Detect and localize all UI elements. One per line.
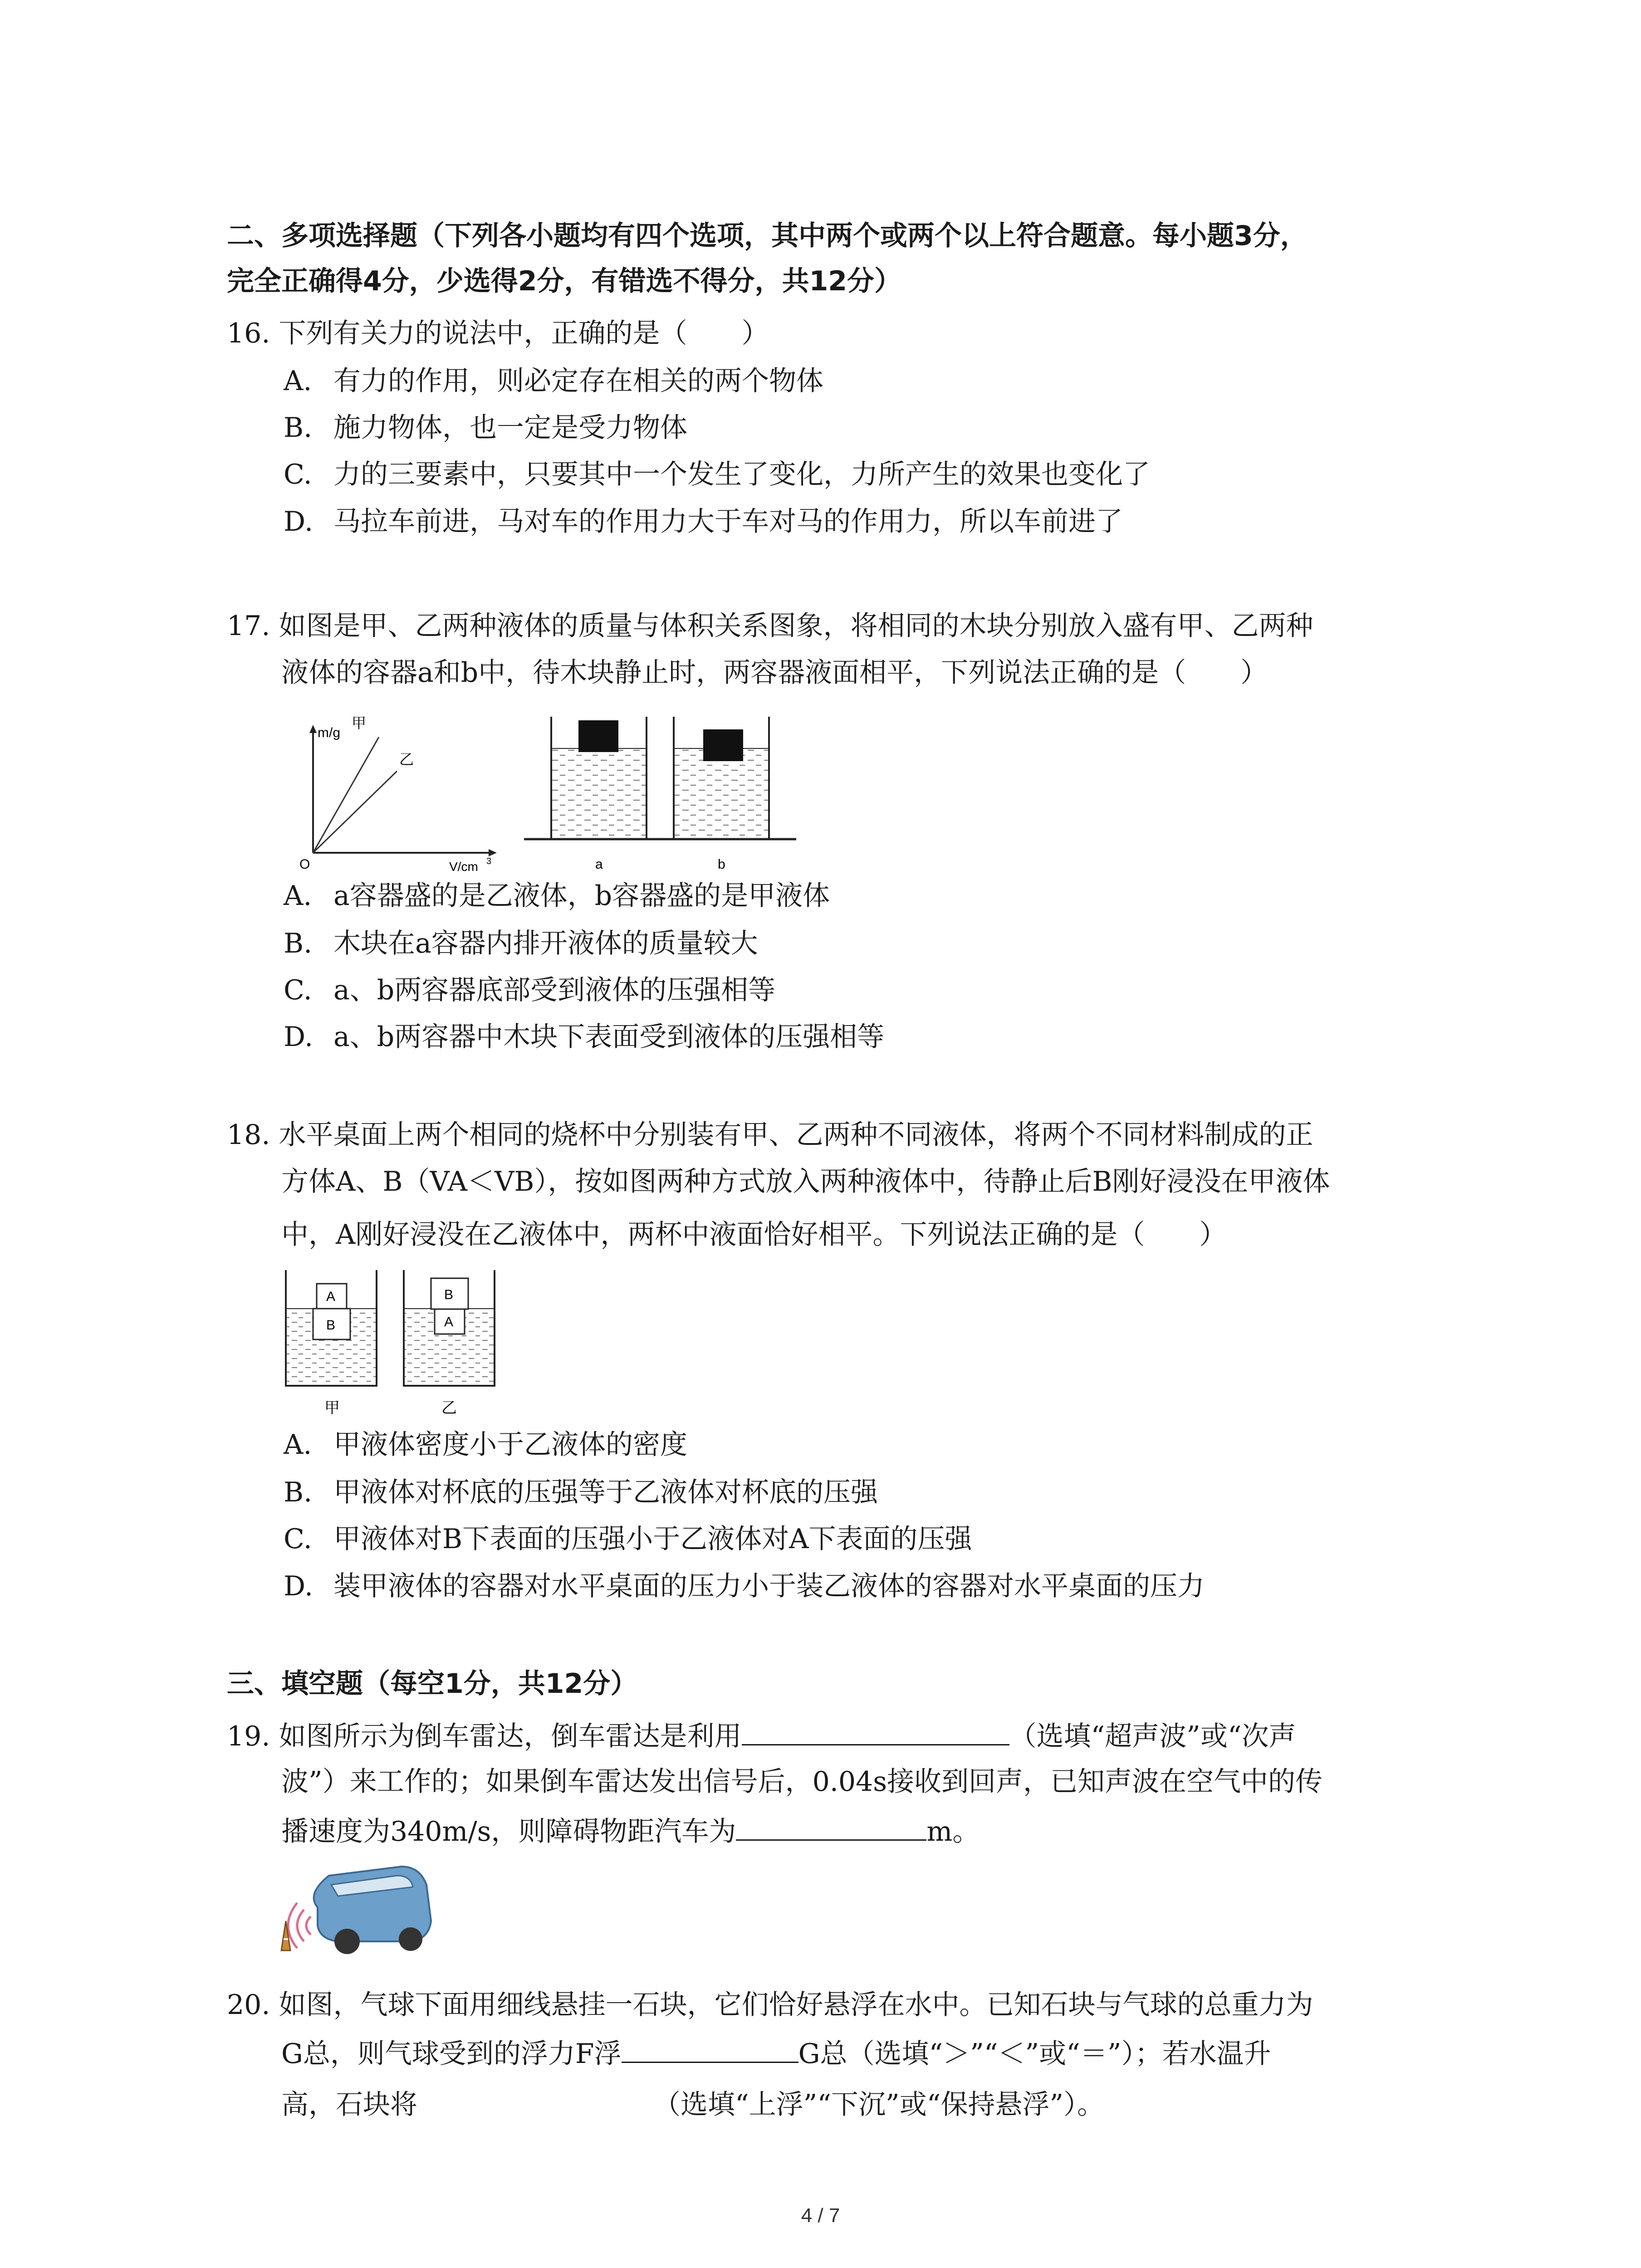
q16-option-c: C. 力的三要素中，只要其中一个发生了变化，力所产生的效果也变化了 bbox=[284, 459, 1150, 490]
q19-car-radar-image bbox=[274, 1853, 438, 1962]
q17-option-c: C. a、b两容器底部受到液体的压强相等 bbox=[284, 974, 776, 1006]
q17-option-a: A. a容器盛的是乙液体，b容器盛的是甲液体 bbox=[284, 880, 830, 912]
q18-cup1-label: 甲 bbox=[324, 1399, 340, 1417]
q18-cup2-label: 乙 bbox=[441, 1399, 457, 1417]
q20-line1: 20. 如图，气球下面用细线悬挂一石块，它们恰好悬浮在水中。已知石块与气球的总重力为 bbox=[227, 1989, 1313, 2021]
q17-graph-line2-label: 乙 bbox=[399, 751, 414, 767]
q19-blank-2[interactable] bbox=[736, 1808, 926, 1841]
q18-option-d: D. 装甲液体的容器对水平桌面的压力小于装乙液体的容器对水平桌面的压力 bbox=[284, 1570, 1205, 1602]
q17-container-a-label: a bbox=[595, 857, 603, 871]
q18-cups-figure bbox=[277, 1266, 513, 1424]
q16-option-a: A. 有力的作用，则必定存在相关的两个物体 bbox=[284, 365, 823, 397]
section3-heading: 三、填空题（每空1分，共12分） bbox=[227, 1668, 638, 1700]
page-number: 4 / 7 bbox=[801, 2204, 840, 2227]
q18-stem-line2: 方体A、B（VA＜VB），按如图两种方式放入两种液体中，待静止后B刚好浸没在甲液体 bbox=[281, 1166, 1330, 1198]
q17-stem-line1: 17. 如图是甲、乙两种液体的质量与体积关系图象，将相同的木块分别放入盛有甲、乙两种 bbox=[227, 610, 1313, 642]
q19-line2: 波”）来工作的；如果倒车雷达发出信号后，0.04s接收到回声，已知声波在空气中的传 bbox=[281, 1766, 1323, 1798]
q18-cup2-top-block: B bbox=[444, 1287, 454, 1302]
q19-line3: 播速度为340m/s，则障碍物距汽车为 m。 bbox=[281, 1808, 980, 1854]
q18-option-c: C. 甲液体对B下表面的压强小于乙液体对A下表面的压强 bbox=[284, 1523, 972, 1555]
q18-cup1-bottom-block: B bbox=[326, 1318, 336, 1333]
q17-graph-xlabel-sup: 3 bbox=[486, 856, 492, 866]
q17-containers-figure bbox=[517, 708, 808, 871]
q18-option-a: A. 甲液体密度小于乙液体的密度 bbox=[284, 1429, 687, 1461]
q17-graph-origin: O bbox=[299, 857, 310, 872]
q16-stem: 16. 下列有关力的说法中，正确的是（ ） bbox=[227, 318, 769, 349]
q18-option-b: B. 甲液体对杯底的压强等于乙液体对杯底的压强 bbox=[284, 1476, 878, 1508]
section2-heading-line1: 二、多项选择题（下列各小题均有四个选项，其中两个或两个以上符合题意。每小题3分， bbox=[227, 220, 1308, 252]
q19-line1: 19. 如图所示为倒车雷达，倒车雷达是利用 （选填“超声波”或“次声 bbox=[227, 1712, 1296, 1759]
q17-graph-xlabel: V/cm bbox=[449, 860, 478, 874]
q17-mass-volume-graph bbox=[290, 712, 526, 880]
q16-option-b: B. 施力物体，也一定是受力物体 bbox=[284, 412, 687, 444]
q16-option-d: D. 马拉车前进，马对车的作用力大于车对马的作用力，所以车前进了 bbox=[284, 506, 1123, 538]
q17-stem-line2: 液体的容器a和b中，待木块静止时，两容器液面相平，下列说法正确的是（ ） bbox=[281, 657, 1268, 689]
q18-cup1-top-block: A bbox=[326, 1289, 336, 1304]
q17-block-b bbox=[703, 729, 743, 761]
q20-blank-1[interactable] bbox=[622, 2030, 798, 2063]
q17-option-d: D. a、b两容器中木块下表面受到液体的压强相等 bbox=[284, 1021, 885, 1053]
q17-graph-line1-label: 甲 bbox=[352, 715, 367, 731]
section2-heading-line2: 完全正确得4分，少选得2分，有错选不得分，共12分） bbox=[227, 265, 901, 297]
q20-line3: 高，石块将 （选填“上浮”“下沉”或“保持悬浮”）。 bbox=[281, 2089, 1105, 2121]
q18-stem-line3: 中，A刚好浸没在乙液体中，两杯中液面恰好相平。下列说法正确的是（ ） bbox=[281, 1219, 1227, 1251]
q19-blank-1[interactable] bbox=[742, 1712, 1009, 1745]
q20-line2: G总，则气球受到的浮力F浮 G总（选填“＞”“＜”或“＝”）；若水温升 bbox=[281, 2030, 1271, 2077]
q17-block-a bbox=[578, 720, 618, 752]
q17-container-b-label: b bbox=[718, 857, 725, 871]
q17-option-b: B. 木块在a容器内排开液体的质量较大 bbox=[284, 928, 758, 959]
q18-cup2-bottom-block: A bbox=[444, 1315, 454, 1330]
q18-stem-line1: 18. 水平桌面上两个相同的烧杯中分别装有甲、乙两种不同液体，将两个不同材料制成的正 bbox=[227, 1119, 1313, 1151]
q17-graph-ylabel: m/g bbox=[318, 725, 341, 740]
